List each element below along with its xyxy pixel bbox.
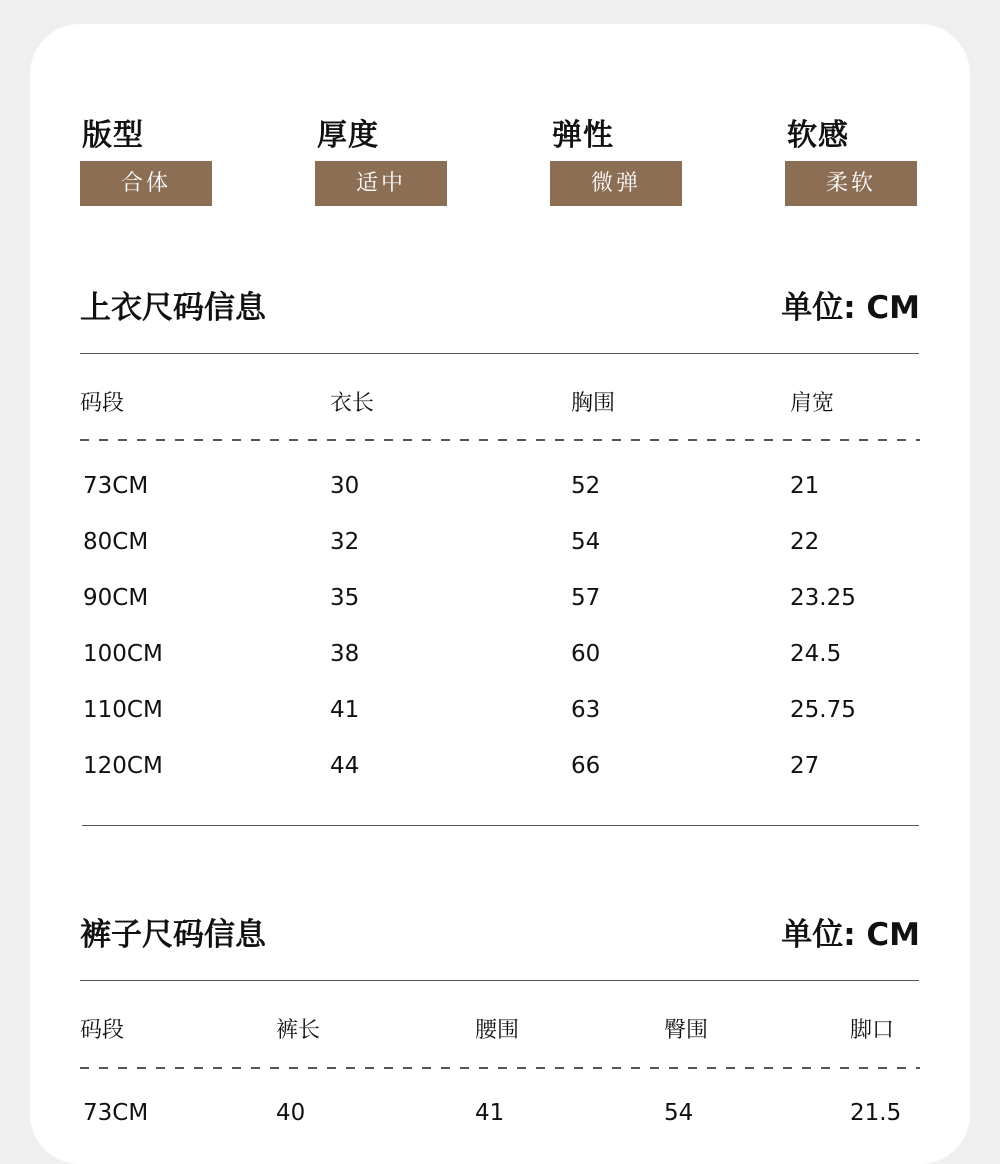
pants-header-length: 裤长 bbox=[276, 1018, 321, 1043]
table-cell: 30 bbox=[330, 473, 360, 499]
table-cell: 63 bbox=[571, 697, 601, 723]
table-cell: 73CM bbox=[83, 1100, 149, 1126]
table-cell: 41 bbox=[330, 697, 360, 723]
table-cell: 66 bbox=[571, 753, 601, 779]
table-cell: 110CM bbox=[83, 697, 163, 723]
attribute-title: 厚度 bbox=[317, 118, 379, 153]
table-cell: 73CM bbox=[83, 473, 149, 499]
attribute-tag: 合体 bbox=[80, 161, 212, 206]
pants-header-waist: 腰围 bbox=[475, 1018, 520, 1043]
table-cell: 25.75 bbox=[790, 697, 856, 723]
top-header-chest: 胸围 bbox=[571, 391, 616, 416]
top-table-bottom-rule bbox=[82, 825, 919, 826]
table-cell: 21.5 bbox=[850, 1100, 902, 1126]
attribute-title: 弹性 bbox=[552, 118, 614, 153]
top-size-title: 上衣尺码信息 bbox=[80, 290, 266, 326]
table-cell: 120CM bbox=[83, 753, 163, 779]
table-cell: 41 bbox=[475, 1100, 505, 1126]
attribute-fit bbox=[80, 114, 212, 206]
table-cell: 24.5 bbox=[790, 641, 842, 667]
attribute-title: 版型 bbox=[82, 118, 144, 153]
table-cell: 44 bbox=[330, 753, 360, 779]
table-cell: 32 bbox=[330, 529, 360, 555]
top-table-top-rule bbox=[80, 353, 919, 354]
table-cell: 54 bbox=[571, 529, 601, 555]
table-cell: 100CM bbox=[83, 641, 163, 667]
table-cell: 54 bbox=[664, 1100, 694, 1126]
top-size-unit: 单位: CM bbox=[781, 290, 920, 326]
top-table-dashed-divider bbox=[80, 439, 920, 441]
attribute-thickness bbox=[315, 114, 447, 206]
attribute-tag: 柔软 bbox=[785, 161, 917, 206]
pants-table-top-rule bbox=[80, 980, 919, 981]
table-cell: 80CM bbox=[83, 529, 149, 555]
top-header-size: 码段 bbox=[80, 391, 125, 416]
table-cell: 90CM bbox=[83, 585, 149, 611]
table-cell: 60 bbox=[571, 641, 601, 667]
table-cell: 23.25 bbox=[790, 585, 856, 611]
pants-header-size: 码段 bbox=[80, 1018, 125, 1043]
pants-size-unit: 单位: CM bbox=[781, 917, 920, 953]
pants-table-dashed-divider bbox=[80, 1067, 920, 1069]
attribute-elasticity bbox=[550, 114, 682, 206]
attribute-tag: 适中 bbox=[315, 161, 447, 206]
table-cell: 52 bbox=[571, 473, 601, 499]
table-cell: 38 bbox=[330, 641, 360, 667]
pants-size-title: 裤子尺码信息 bbox=[80, 917, 266, 953]
top-header-shoulder: 肩宽 bbox=[790, 391, 835, 416]
table-cell: 27 bbox=[790, 753, 820, 779]
attribute-title: 软感 bbox=[787, 118, 849, 153]
pants-header-hip: 臀围 bbox=[664, 1018, 709, 1043]
attribute-softness bbox=[785, 114, 917, 206]
table-cell: 40 bbox=[276, 1100, 306, 1126]
table-cell: 57 bbox=[571, 585, 601, 611]
table-cell: 22 bbox=[790, 529, 820, 555]
table-cell: 21 bbox=[790, 473, 820, 499]
table-cell: 35 bbox=[330, 585, 360, 611]
attribute-tag: 微弹 bbox=[550, 161, 682, 206]
pants-header-leg-opening: 脚口 bbox=[850, 1018, 895, 1043]
top-header-length: 衣长 bbox=[330, 391, 375, 416]
